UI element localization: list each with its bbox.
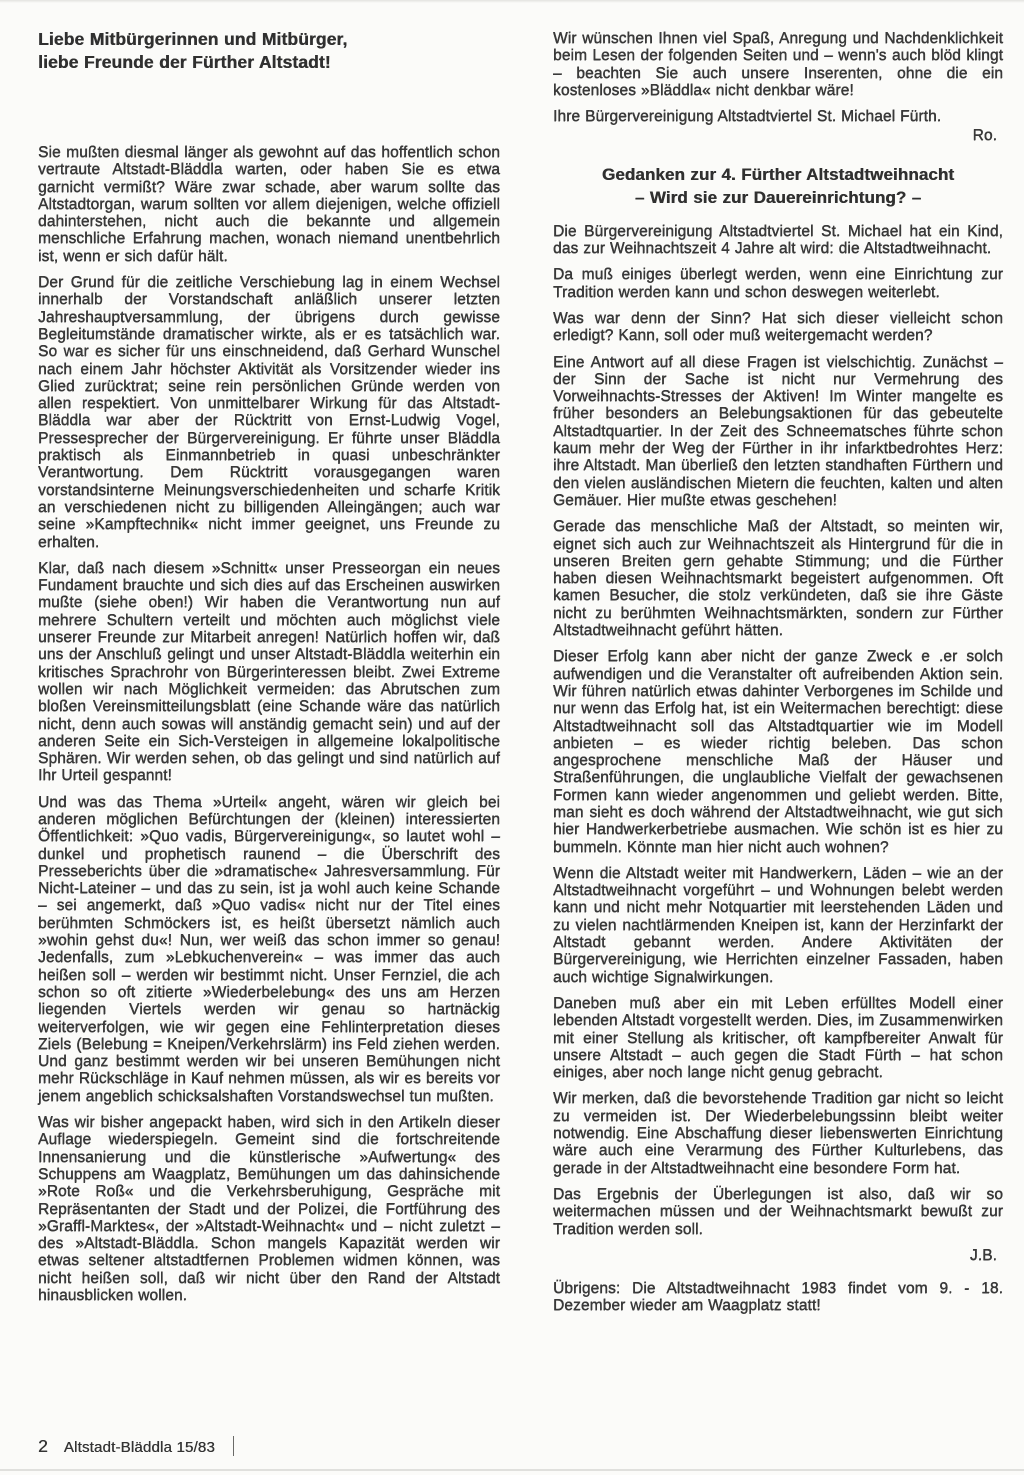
paragraph: Und was das Thema »Urteil« angeht, wären wir gleich bei anderen möglichen Befürchtungen der (kleinen) interessierten Öffentlichkeit: »Quo vadis, Bürgervereinigung«, so lautet wohl – dunkel und prophetisch raunend – die Überschrift des Presseberichts über die »dramatische« Jahresversammlung. Für Nicht-Lateiner – und das zu sein, ist ja wohl auch keine Schande – sei angemerkt, daß »Quo vadis« nicht nur der Titel eines berühmten Schmöckers ist, es heißt übersetzt nämlich auch »wohin gehst du«! Nun, wer weiß das schon immer so genau! Jedenfalls, zum »Lebkuchenverein« – was immer das auch heißen soll – werden wir bestimmt nicht. Unser Fernziel, die ach schon so oft zitierte »Wiederbelebung« des uns am Herzen liegenden Viertels werden wir genau so hartnäckig weiterverfolgen, wie wir gegen eine Fehlinterpretation dieses Ziels (Belebung = Kneipen/Verkehrslärm) ins Feld ziehen werden. Und ganz bestimmt werden wir bei unseren Bemühungen nicht mehr Rückschläge in Kauf nehmen müssen, als wir es bereits vor jenem angeblich schicksalshaften Vorstandswechsel tun mußten. xyxy=(38,793,500,1105)
page-bottom-edge xyxy=(0,1469,1024,1471)
paragraph: Dieser Erfolg kann aber nicht der ganze Zweck e .er solch aufwendigen und die Veranstalter oft aufreibenden Aktion sein. Wir führen natürlich etwas dahinter Verborgenes im Schilde und nur wenn das Erfolg hat, ist ein Weitermachen berechtigt: diese Altstadtweihnacht soll das Altstadtquartier wie im Modell anbieten – es wieder richtig beleben. Das schon angesprochene menschliche Maß der Häuser und Straßenführungen, die unglaubliche Vielfalt der gewachsenen Formen kann wieder angenommen und geliebt werden. Bitte, man sieht es doch während der Altstadtweihnacht, wie gut sich hier Handwerkerbetriebe ausmachen. Wie schön ist es hier zu bummeln. Könnte man hier nicht auch wohnen? xyxy=(553,648,1003,856)
left-column xyxy=(38,0,500,1313)
right-column xyxy=(553,0,1003,1324)
paragraph: Was wir bisher angepackt haben, wird sich in den Artikeln dieser Auflage wiederspiegeln. Gemeint sind die fortschreitende Innensanierung und die künstlerische »Aufwertung« des Schuppens am Waagplatz, Bemühungen um das dahinsichende »Rote Roß« und die Verkehrsberuhigung, Gespräche mit Repräsentanten der Stadt und der Polizei, die Fortführung des »Graffl-Marktes«, der »Altstadt-Weihnacht« und – nicht zuletzt – des »Altstadt-Bläddla. Schon mangels Kapazität werden wir etwas seltener altstadtfernen Problemen widmen können, was nicht heißen soll, daß wir nicht über den Rand der Altstadt hinausblicken wollen. xyxy=(38,1114,500,1304)
signature-line: Ihre Bürgervereinigung Altstadtviertel St. Michael Fürth. xyxy=(553,108,942,126)
postscript-paragraph: Übrigens: Die Altstadtweihnacht 1983 findet vom 9. - 18. Dezember wieder am Waagplatz statt! xyxy=(553,1280,1003,1315)
article-title-line1: Gedanken zur 4. Fürther Altstadtweihnacht xyxy=(601,164,955,184)
paragraph: Gerade das menschliche Maß der Altstadt, so meinten wir, eignet sich auch zur Weihnachtszeit als Hintergrund für die in unseren Breiten gern gehabte Stimmung; und die Fürther haben diesen Weihnachtsmarkt begeistert aufgenommen. Oft kamen Besucher, die stolz verkündeten, daß sie ihre Gäste nicht zu berühmten Weihnachtsmärkten, sondern zur Fürther Altstadtweihnacht geführt hätten. xyxy=(553,518,1003,640)
intro-paragraph: Wir wünschen Ihnen viel Spaß, Anregung und Nachdenklichkeit beim Lesen der folgenden Seiten und – wenn's auch blöd klingt – beachten Sie auch unsere Inserenten, ohne die ein kostenloses »Bläddla« nicht denkbar wäre! xyxy=(553,30,1003,99)
paragraph: Die Bürgervereinigung Altstadtviertel St. Michael hat ein Kind, das zur Weihnachtszeit 4 Jahre alt wird: die Altstadtweihnacht. xyxy=(553,222,1003,258)
author-initials: J.B. xyxy=(969,1246,997,1264)
paragraph: Der Grund für die zeitliche Verschiebung lag in einem Wechsel innerhalb der Vorstandschaft anläßlich unserer letzten Jahreshauptversammlung, der übrigens durch gewisse Begleitumstände dramatischer wirkte, als er es tatsächlich war. So war es sicher für uns einschneidend, daß Gerhard Wunschel nach einem Jahr höchster Aktivität als Vorsitzender wieder ins Glied zurücktrat; seine rein persönlichen Gründe werden von allen respektiert. Von unmittelbarer Wirkung für das Altstadt-Bläddla war aber der Rücktritt von Ernst-Ludwig Vogel, Pressesprecher der Bürgervereinigung. Er führte unser Bläddla praktisch als Einmannbetrieb in quasi unbeschränkter Verantwortung. Dem Rücktritt vorausgegangen waren vorstandsinterne Meinungsverschiedenheiten und scharfe Kritik an verschiedenen nicht zu billigenden Alleingängen; auch war seine »Kampftechnik« nicht immer geeignet, uns Freunde zu erhalten. xyxy=(38,274,500,551)
paragraph: Was war denn der Sinn? Hat sich dieser vielleicht schon erledigt? Kann, soll oder muß weitergemacht werden? xyxy=(553,309,1003,345)
paragraph: Das Ergebnis der Überlegungen ist also, daß wir so weitermachen müssen und der Weihnachtsmarkt bewußt zur Tradition werden soll. xyxy=(553,1185,1003,1238)
article-title xyxy=(553,163,1003,209)
paragraph: Sie mußten diesmal länger als gewohnt auf das hoffentlich schon vertraute Altstadt-Bläddla warten, oder haben Sie es etwa garnicht vermißt? Wäre zwar schade, aber warum sollte das Altstadtorgan, warum sollten vor allem diejenigen, welche offiziell dahinterstehen, nicht auch die bekannte und allgemein menschliche Erfahrung machen, wonach niemand unentbehrlich ist, wenn er sich dafür hält. xyxy=(38,144,500,265)
paragraph: Daneben muß aber ein mit Leben erfülltes Modell einer lebenden Altstadt vorgestellt werden. Dies, im Zusammenwirken mit einer Stellung als kritischer, oft kampfbereiter Anwalt für unsere Altstadt – auch gegen die Stadt Fürth – hat schon einiges, aber noch lange nicht genug gebracht. xyxy=(553,994,1003,1082)
publication-title: Altstadt-Bläddla 15/83 xyxy=(63,1439,215,1456)
page-footer xyxy=(38,1432,234,1457)
paragraph: Eine Antwort auf all diese Fragen ist vielschichtig. Zunächst – der Sinn der Sache ist nicht nur Vermehrung des Vorweihnachts-Stresses der Aktiven! Im Winter mangelte es früher besonders an Belebungsaktionen für das gebeutelte Altstadtquartier. In der Zeit des Schneematsches führte schon kaum mehr der Weg der Fürther in ihr infarktbedrohtes Herz: ihre Altstadt. Man überließ den letzten standhaften Fürthern und den vielen ausländischen Mietern die feuchten, kalten und alten Gemäuer. Hier mußte etwas geschehen! xyxy=(553,353,1003,509)
footer-tick-mark xyxy=(233,1436,235,1456)
page-number: 2 xyxy=(38,1436,48,1456)
paragraph: Wir merken, daß die bevorstehende Tradition gar nicht so leicht zu vermeiden ist. Der Wiederbelebungssinn bleibt weiter notwendig. Eine Abschaffung dieser liebenswerten Einrichtung wäre auch eine Verarmung des Fürther Kulturlebens, das gerade in der Altstadtweihnacht eine besondere Form hat. xyxy=(553,1090,1003,1177)
greeting-heading xyxy=(38,28,500,74)
paragraph: Wenn die Altstadt weiter mit Handwerkern, Läden – wie an der Altstadtweihnacht vorgeführt – und Wohnungen belebt werden kann und nicht mehr Notquartier mit leerstehenden Läden und zu vielen nachtlärmenden Kneipen ist, kann der Herzinfarkt der Altstadt gebannt werden. Andere Aktivitäten der Bürgervereinigung, wie Herrichten einzelner Fassaden, haben auch wichtige Signalwirkungen. xyxy=(553,864,1003,986)
paragraph: Klar, daß nach diesem »Schnitt« unser Presseorgan ein neues Fundament brauchte und sich dies auf das Erscheinen auswirken mußte (siehe oben!) Wir haben die Verantwortung nun auf mehrere Schultern verteilt und möchten auch möglichst viele unserer Freunde zur Mitarbeit anregen! Natürlich hoffen wir, daß uns der Anschluß gelingt und unser Altstadt-Bläddla weiterhin ein kritisches Sprachrohr von Bürgerinteressen bleibt. Zwei Extreme wollen wir nach Möglichkeit vermeiden: das Abrutschen zum bloßen Vereinsmitteilungsblatt (eine Schande wäre das natürlich nicht, denn auch sowas will anständig gemacht sein) und auf der anderen Seite ein Sich-Versteigen in allgemeine lokalpolitische Sphären. Wir werden sehen, ob das gelingt und sind natürlich auf Ihr Urteil gespannt! xyxy=(38,559,500,785)
signature-initials: Ro. xyxy=(972,127,997,145)
greeting-heading-line2: liebe Freunde der Fürther Altstadt! xyxy=(38,52,331,72)
article-title-line2: – Wird sie zur Dauereinrichtung? – xyxy=(634,187,922,207)
greeting-heading-line1: Liebe Mitbürgerinnen und Mitbürger, xyxy=(38,29,348,49)
paragraph: Da muß einiges überlegt werden, wenn eine Einrichtung zur Tradition werden kann und schon deswegen weiterlebt. xyxy=(553,266,1003,301)
